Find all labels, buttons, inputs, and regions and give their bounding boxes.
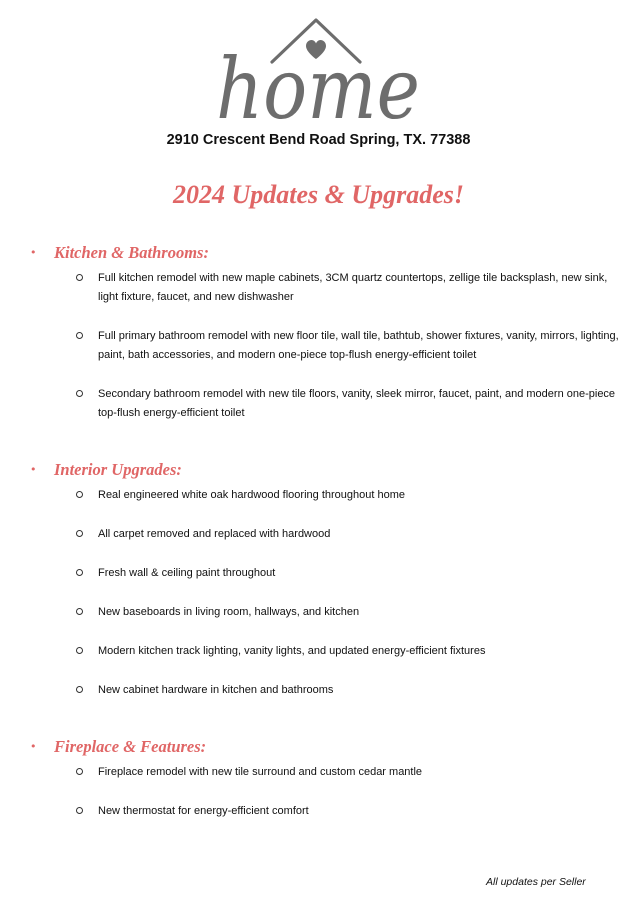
bullet-icon: •: [30, 740, 37, 753]
hollow-circle-bullet-icon: [76, 686, 83, 693]
list-item-text: New cabinet hardware in kitchen and bathrooms: [98, 684, 334, 696]
logo-word: home: [216, 40, 420, 130]
list-item-text: New thermostat for energy-efficient comfort: [98, 805, 309, 817]
bullet-icon: •: [30, 463, 37, 476]
section-title: Interior Upgrades:: [54, 460, 182, 479]
hollow-circle-bullet-icon: [76, 530, 83, 537]
list-item-text: Modern kitchen track lighting, vanity lights, and updated energy-efficient fixtures: [98, 645, 486, 657]
hollow-circle-bullet-icon: [76, 569, 83, 576]
list-item-text: Secondary bathroom remodel with new tile floors, vanity, sleek mirror, faucet, paint, and modern one-piece top-flush energy-efficient toilet: [98, 388, 616, 419]
page-title: 2024 Updates & Upgrades!: [172, 180, 465, 209]
bullet-icon: •: [30, 246, 37, 259]
section-heading: [30, 243, 209, 263]
hollow-circle-bullet-icon: [76, 390, 83, 397]
list-item-text: Full kitchen remodel with new maple cabinets, 3CM quartz countertops, zellige tile backsplash, new sink, light fixture, faucet, and new dishwasher: [98, 272, 608, 303]
hollow-circle-bullet-icon: [76, 647, 83, 654]
footnote: All updates per Seller: [486, 876, 586, 888]
hollow-circle-bullet-icon: [76, 491, 83, 498]
section-heading: [30, 737, 206, 757]
section-heading: [30, 460, 182, 480]
list-item-text: New baseboards in living room, hallways, and kitchen: [98, 606, 360, 618]
list-item-text: Fresh wall & ceiling paint throughout: [98, 567, 276, 579]
list-item-text: Real engineered white oak hardwood flooring throughout home: [98, 489, 405, 501]
property-address: 2910 Crescent Bend Road Spring, TX. 77388: [166, 132, 471, 148]
hollow-circle-bullet-icon: [76, 332, 83, 339]
home-logo: [206, 14, 430, 130]
hollow-circle-bullet-icon: [76, 768, 83, 775]
list-item-text: All carpet removed and replaced with hardwood: [98, 528, 331, 540]
hollow-circle-bullet-icon: [76, 608, 83, 615]
hollow-circle-bullet-icon: [76, 274, 83, 281]
section-title: Kitchen & Bathrooms:: [54, 243, 209, 262]
hollow-circle-bullet-icon: [76, 807, 83, 814]
list-item-text: Fireplace remodel with new tile surround and custom cedar mantle: [98, 766, 423, 778]
section-title: Fireplace & Features:: [54, 737, 207, 756]
list-item-text: Full primary bathroom remodel with new floor tile, wall tile, bathtub, shower fixtures, vanity, mirrors, lighting, paint, bath accessories, and modern one-piece top-flush energy-efficient toilet: [98, 330, 619, 361]
